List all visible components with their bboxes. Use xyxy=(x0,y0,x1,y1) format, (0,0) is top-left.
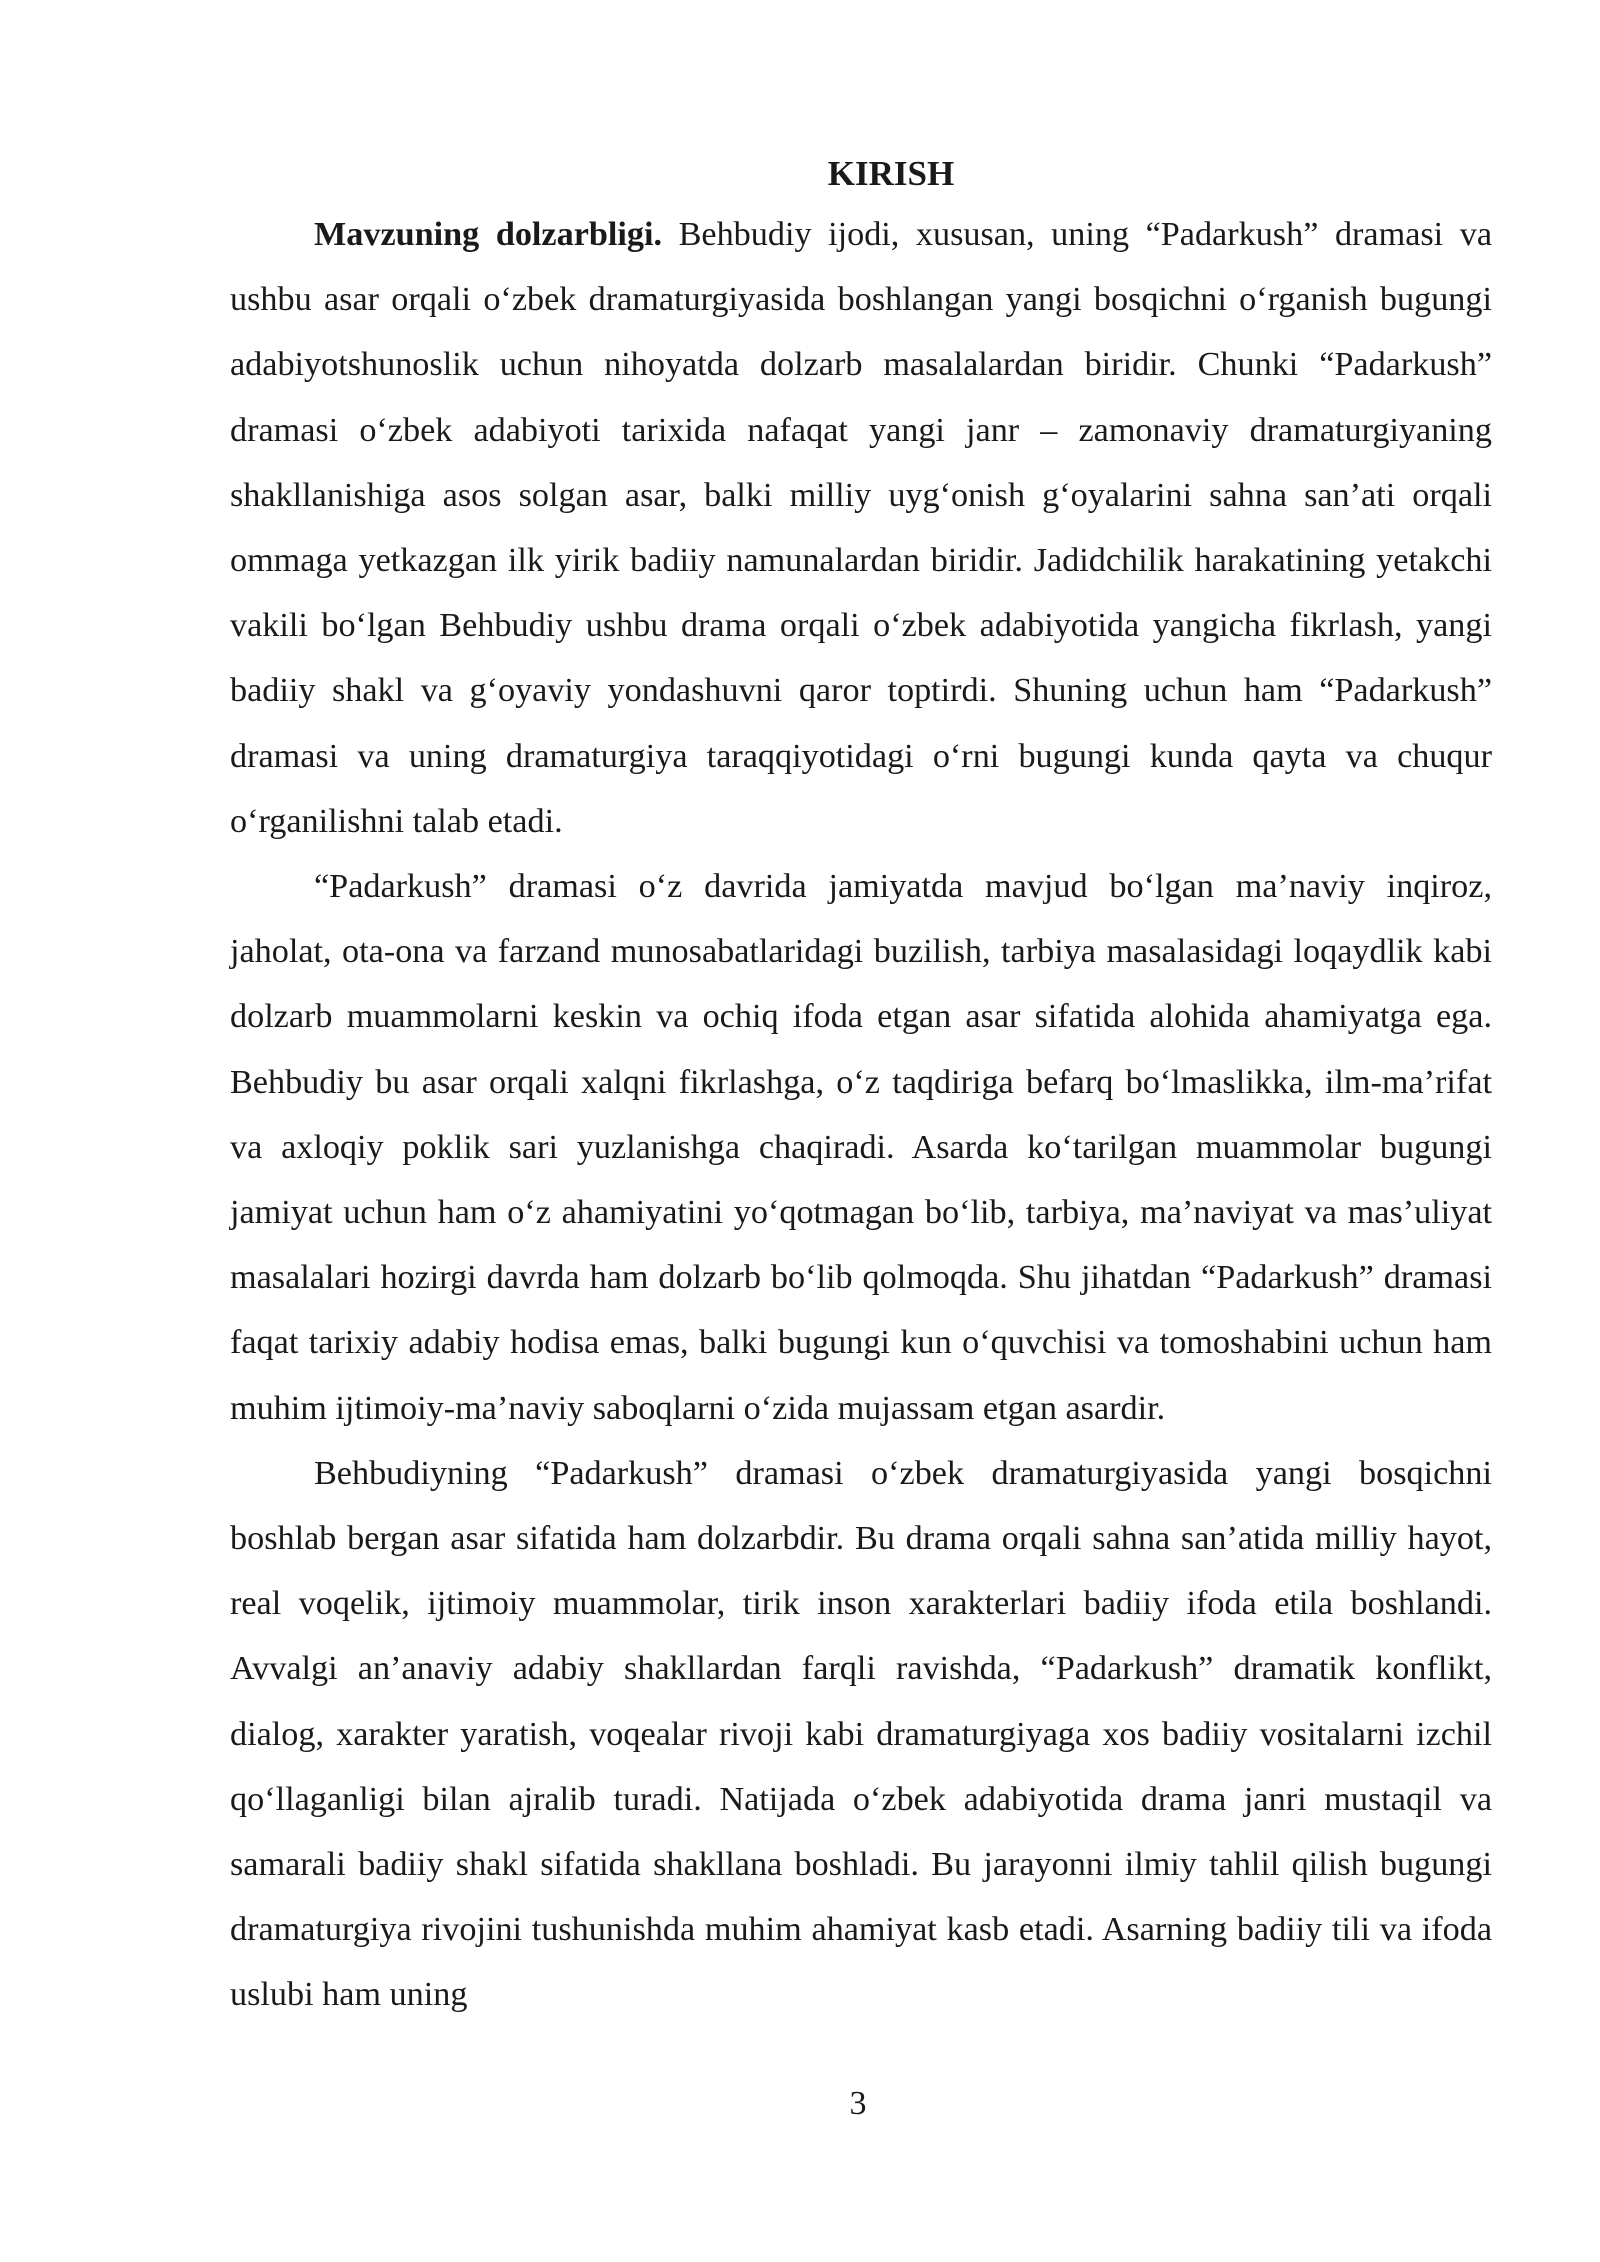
paragraph-text: Behbudiyning “Padarkush” dramasi o‘zbek dramaturgiyasida yangi bosqichni boshlab bergan asar sifatida ham dolzarbdir. Bu drama orqali sahna san’atida milliy hayot, real voqelik, ijtimoiy muammolar, tirik inson xarakterlari badiiy ifoda etila boshlandi. Avvalgi an’anaviy adabiy shakllardan farqli ravishda, “Padarkush” dramatik konflikt, dialog, xarakter yaratish, voqealar rivoji kabi dramaturgiyaga xos badiiy vositalarni izchil qo‘llaganligi bilan ajralib turadi. Natijada o‘zbek adabiyotida drama janri mustaqil va samarali badiiy shakl sifatida shakllana boshladi. Bu jarayonni ilmiy tahlil qilish bugungi dramaturgiya rivojini tushunishda muhim ahamiyat kasb etadi. Asarning badiiy tili va ifoda uslubi ham uning xyxy=(230,1454,1492,2014)
paragraph-new-stage xyxy=(230,1441,1492,2028)
document-page xyxy=(230,148,1492,2028)
paragraph-relevance xyxy=(230,202,1492,854)
paragraph-lead: Mavzuning dolzarbligi. xyxy=(314,216,663,253)
section-heading: KIRISH xyxy=(827,154,955,193)
paragraph-text: “Padarkush” dramasi o‘z davrida jamiyatda mavjud bo‘lgan ma’naviy inqiroz, jaholat, ota-ona va farzand munosabatlaridagi buzilish, tarbiya masalasidagi loqaydlik kabi dolzarb muammolarni keskin va ochiq ifoda etgan asar sifatida alohida ahamiyatga ega. Behbudiy bu asar orqali xalqni fikrlashga, o‘z taqdiriga befarq bo‘lmaslikka, ilm-ma’rifat va axloqiy poklik sari yuzlanishga chaqiradi. Asarda ko‘tarilgan muammolar bugungi jamiyat uchun ham o‘z ahamiyatini yo‘qotmagan bo‘lib, tarbiya, ma’naviyat va mas’uliyat masalalari hozirgi davrda ham dolzarb bo‘lib qolmoqda. Shu jihatdan “Padarkush” dramasi faqat tarixiy adabiy hodisa emas, balki bugungi kun o‘quvchisi va tomoshabini uchun ham muhim ijtimoiy-ma’naviy saboqlarni o‘zida mujassam etgan asardir. xyxy=(230,868,1492,1427)
paragraph-text: Behbudiy ijodi, xususan, uning “Padarkush” dramasi va ushbu asar orqali o‘zbek dramaturgiyasida boshlangan yangi bosqichni o‘rganish bugungi adabiyotshunoslik uchun nihoyatda dolzarb masalalardan biridir. Chunki “Padarkush” dramasi o‘zbek adabiyoti tarixida nafaqat yangi janr – zamonaviy dramaturgiyaning shakllanishiga asos solgan asar, balki milliy uyg‘onish g‘oyalarini sahna san’ati orqali ommaga yetkazgan ilk yirik badiiy namunalardan biridir. Jadidchilik harakatining yetakchi vakili bo‘lgan Behbudiy ushbu drama orqali o‘zbek adabiyotida yangicha fikrlash, yangi badiiy shakl va g‘oyaviy yondashuvni qaror toptirdi. Shuning uchun ham “Padarkush” dramasi va uning dramaturgiya taraqqiyotidagi o‘rni bugungi kunda qayta va chuqur o‘rganilishni talab etadi. xyxy=(230,216,1492,840)
paragraph-social-issues xyxy=(230,854,1492,1441)
page-number: 3 xyxy=(849,2085,867,2122)
